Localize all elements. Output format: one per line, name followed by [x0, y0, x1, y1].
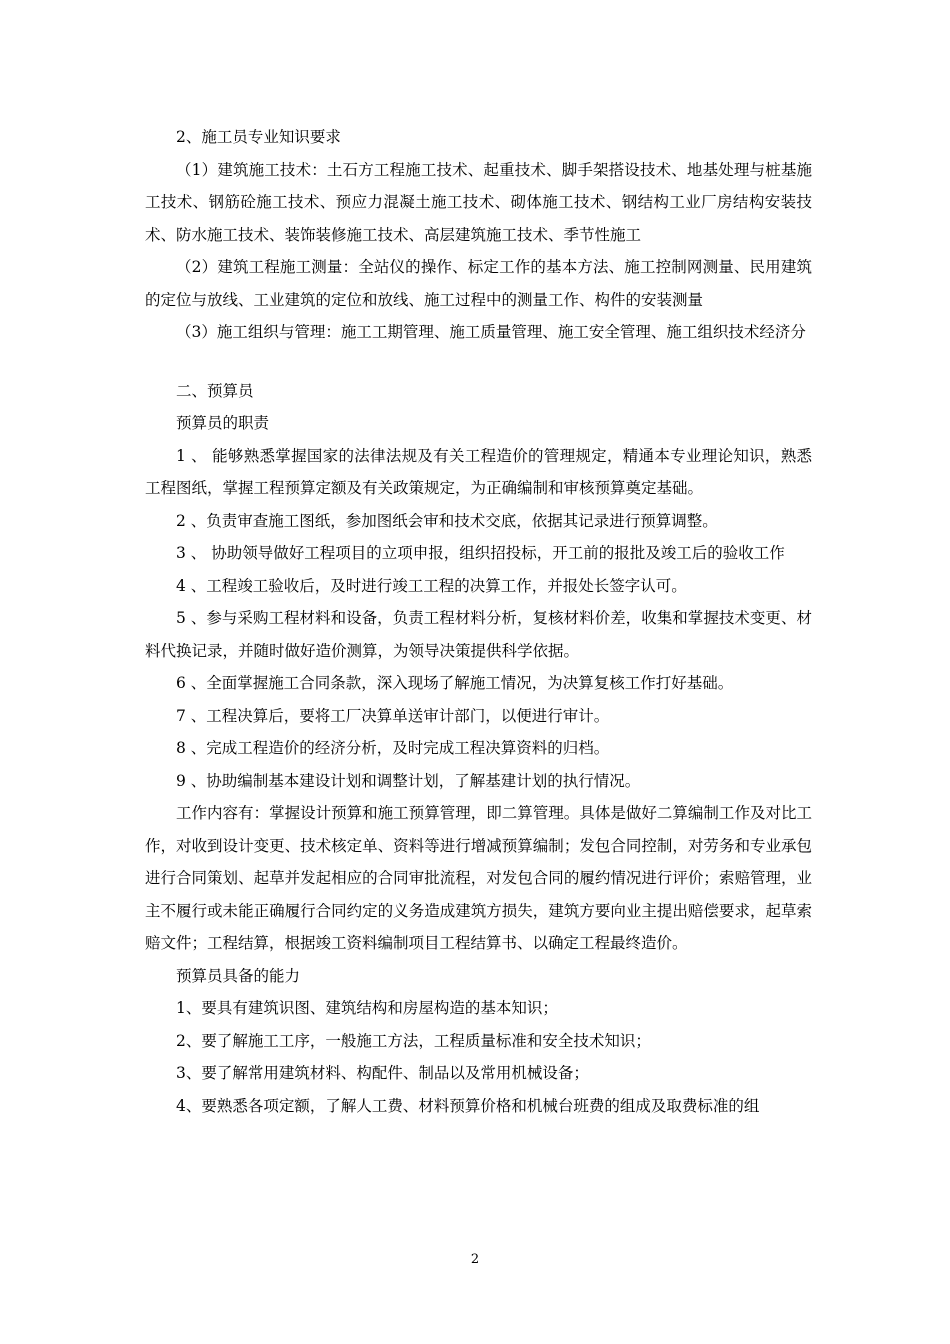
- page-number: 2: [470, 1252, 480, 1267]
- paragraph: 4 、工程竣工验收后，及时进行竣工工程的决算工作，并报处长签字认可。: [176, 576, 687, 595]
- paragraph: 4、要熟悉各项定额，了解人工费、材料预算价格和机械台班费的组成及取费标准的组: [176, 1096, 760, 1115]
- section-gap: [145, 349, 812, 375]
- paragraph: 7 、工程决算后，要将工厂决算单送审计部门，以便进行审计。: [176, 706, 610, 725]
- paragraph: （2）建筑工程施工测量：全站仪的操作、标定工作的基本方法、施工控制网测量、民用建筑的定位与放线、工业建筑的定位和放线、施工过程中的测量工作、构件的安装测量: [145, 258, 812, 309]
- paragraph: 1 、 能够熟悉掌握国家的法律法规及有关工程造价的管理规定，精通本专业理论知识，熟悉工程图纸，掌握工程预算定额及有关政策规定，为正确编制和审核预算奠定基础。: [145, 446, 812, 497]
- paragraph: 2 、负责审查施工图纸，参加图纸会审和技术交底，依据其记录进行预算调整。: [176, 511, 718, 530]
- paragraph: 5 、参与采购工程材料和设备，负责工程材料分析，复核材料价差，收集和掌握技术变更、材料代换记录，并随时做好造价测算，为领导决策提供科学依据。: [145, 609, 812, 660]
- subheading: 预算员的职责: [176, 414, 270, 432]
- paragraph: 6 、全面掌握施工合同条款，深入现场了解施工情况，为决算复核工作打好基础。: [176, 674, 734, 692]
- paragraph: 2、要了解施工工序，一般施工方法，工程质量标准和安全技术知识；: [176, 1031, 651, 1050]
- paragraph: 3、要了解常用建筑材料、构配件、制品以及常用机械设备；: [176, 1064, 589, 1082]
- document-body: [145, 121, 812, 1122]
- section-heading: 二、预算员: [176, 381, 254, 400]
- paragraph: 3 、 协助领导做好工程项目的立项申报，组织招投标，开工前的报批及竣工后的验收工作: [176, 544, 785, 562]
- paragraph: （3）施工组织与管理：施工工期管理、施工质量管理、施工安全管理、施工组织技术经济分: [176, 323, 806, 341]
- paragraph: 1、要具有建筑识图、建筑结构和房屋构造的基本知识；: [176, 999, 558, 1017]
- paragraph: （1）建筑施工技术：土石方工程施工技术、起重技术、脚手架搭设技术、地基处理与桩基施工技术、钢筋砼施工技术、预应力混凝土施工技术、砌体施工技术、钢结构工业厂房结构安装技术、防水施工技术、装饰装修施工技术、高层建筑施工技术、季节性施工: [145, 160, 812, 244]
- subheading: 预算员具备的能力: [176, 966, 301, 985]
- paragraph: 8 、完成工程造价的经济分析，及时完成工程决算资料的归档。: [176, 739, 610, 757]
- paragraph: 2、施工员专业知识要求: [176, 128, 341, 146]
- paragraph: 工作内容有：掌握设计预算和施工预算管理，即二算管理。具体是做好二算编制工作及对比工作，对收到设计变更、技术核定单、资料等进行增减预算编制；发包合同控制，对劳务和专业承包进行合同策划、起草并发起相应的合同审批流程，对发包合同的履约情况进行评价；索赔管理，业主不履行或未能正确履行合同约定的义务造成建筑方损失，建筑方要向业主提出赔偿要求，起草索赔文件；工程结算，根据竣工资料编制项目工程结算书、以确定工程最终造价。: [145, 804, 812, 952]
- paragraph: 9 、协助编制基本建设计划和调整计划，了解基建计划的执行情况。: [176, 771, 641, 790]
